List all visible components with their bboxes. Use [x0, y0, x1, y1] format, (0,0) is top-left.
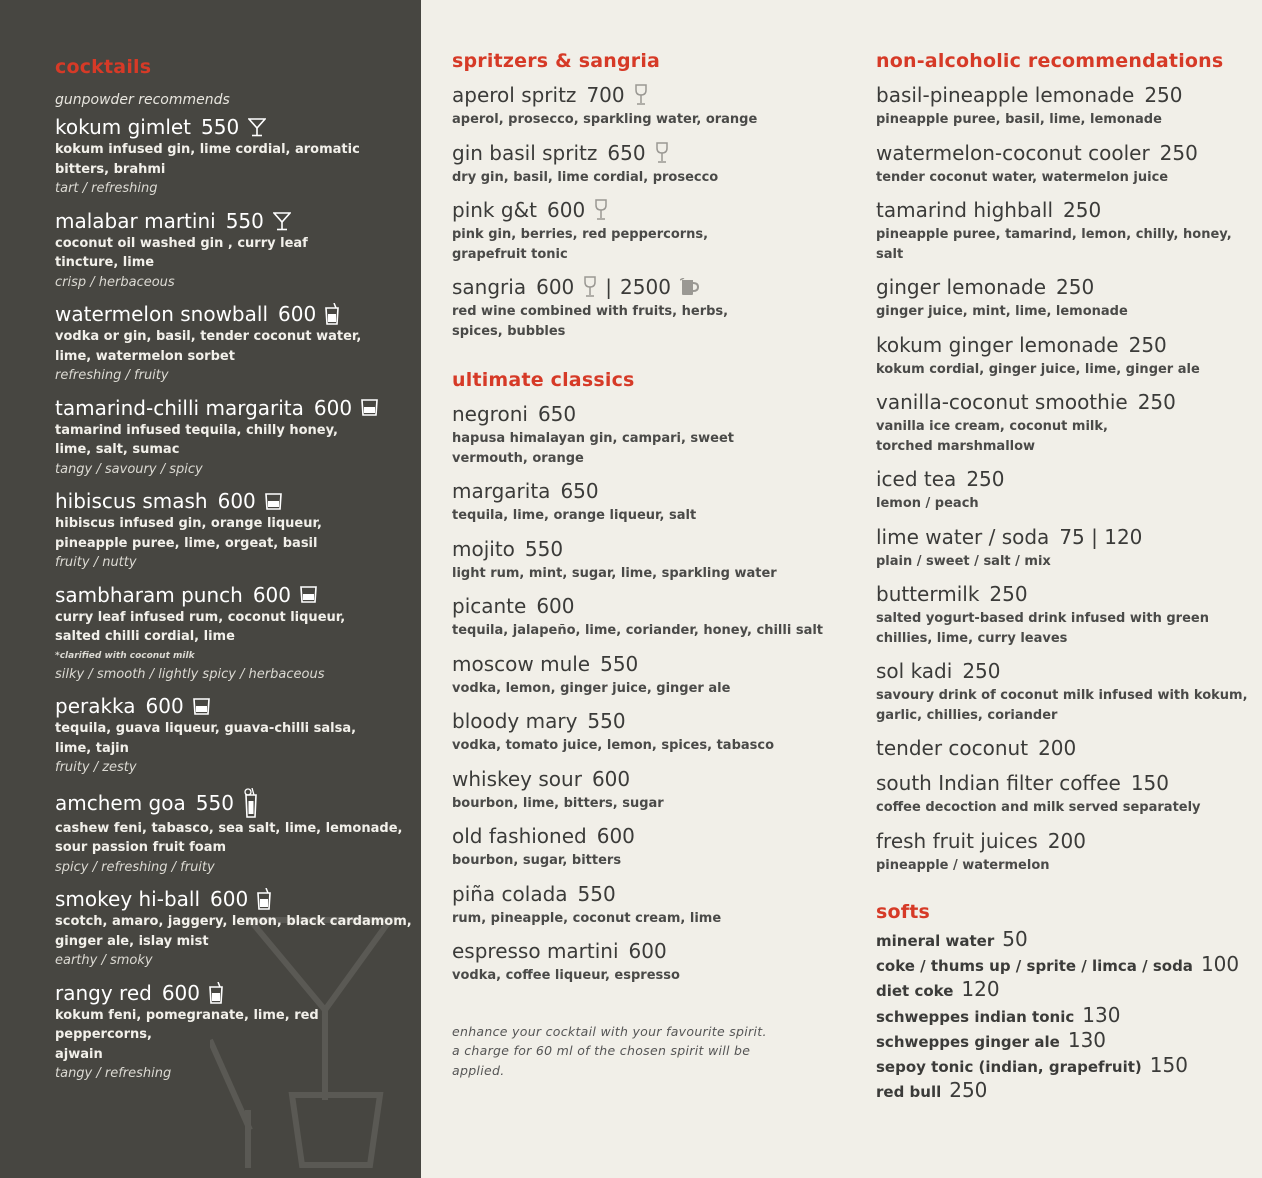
item-price: 250 — [1144, 83, 1183, 107]
item-price: 200 — [1038, 736, 1077, 760]
item-name: perakka — [55, 694, 136, 718]
item-price: 650 — [537, 402, 577, 426]
item-price: 550 — [600, 651, 639, 676]
item-price: 600 — [278, 302, 317, 326]
item-name: iced tea — [876, 467, 957, 491]
item-description: coffee decoction and milk served separately — [876, 800, 1201, 815]
item-tags: tangy / savoury / spicy — [55, 461, 203, 477]
item-price: 150 — [1130, 771, 1170, 795]
item-description: bourbon, sugar, bitters — [452, 853, 622, 868]
item-tags: earthy / smoky — [55, 953, 153, 968]
item-name: picante — [452, 594, 527, 618]
soft-drink-price: 130 — [1067, 1027, 1107, 1052]
item-price: 550 — [195, 790, 234, 815]
item-tags: crisp / herbaceous — [55, 274, 175, 290]
item-description: pineapple / watermelon — [876, 857, 1050, 873]
classics-heading: ultimate classics — [452, 369, 635, 391]
item-price: 700 — [586, 83, 625, 107]
item-description: lemon / peach — [876, 496, 979, 511]
item-description: red wine combined with fruits, herbs, — [452, 304, 729, 319]
item-description: tamarind infused tequila, chilly honey, — [55, 422, 338, 438]
item-name: sangria — [452, 275, 527, 299]
item-title-row — [452, 939, 852, 963]
soft-drink-price: 50 — [1002, 927, 1028, 951]
item-description: kokum infused gin, lime cordial, aromatic — [55, 142, 360, 157]
item-price: 600 — [252, 582, 292, 607]
item-price: 600 — [547, 198, 586, 222]
soft-drink-name: schweppes ginger ale — [876, 1032, 1060, 1051]
classic-item — [452, 479, 852, 526]
wine-glass-icon — [594, 199, 608, 221]
item-description: curry leaf infused rum, coconut liqueur, — [55, 609, 346, 625]
soft-drink-row — [876, 1028, 1256, 1053]
item-price: 600 — [217, 489, 256, 513]
item-name: gin basil spritz — [452, 140, 598, 165]
item-title-row — [452, 709, 852, 733]
item-description: grapefruit tonic — [452, 246, 568, 262]
non-alcoholic-item — [876, 659, 1256, 725]
soft-drink-name: red bull — [876, 1083, 942, 1102]
item-description: tender coconut water, watermelon juice — [876, 169, 1169, 185]
item-description: ajwain — [55, 1046, 103, 1062]
item-title-row — [452, 83, 852, 107]
item-title-row — [876, 390, 1256, 414]
item-description: plain / sweet / salt / mix — [876, 553, 1051, 569]
item-title-row — [452, 594, 852, 618]
item-description: vodka, coffee liqueur, espresso — [452, 968, 680, 983]
spritzer-list — [452, 83, 852, 341]
item-price: 250 — [1063, 198, 1102, 222]
item-title-row — [876, 83, 1256, 107]
item-title-row — [876, 582, 1256, 606]
item-name: watermelon snowball — [55, 302, 268, 326]
footnote-line: enhance your cocktail with your favourite spirit. — [452, 1023, 767, 1039]
item-title-row — [452, 824, 852, 848]
item-title-row — [452, 402, 852, 426]
item-title-row — [452, 652, 852, 676]
item-description: vermouth, orange — [452, 450, 584, 466]
cocktail-item — [55, 396, 415, 480]
soft-drink-price: 150 — [1149, 1052, 1188, 1077]
price-separator: | — [605, 275, 613, 299]
classic-item — [452, 537, 852, 584]
item-description: spices, bubbles — [452, 323, 566, 339]
item-title-row — [876, 141, 1256, 165]
softs-heading: softs — [876, 901, 931, 923]
non-alcoholic-list — [876, 83, 1256, 875]
item-title-row — [55, 489, 415, 513]
item-description: kokum cordial, ginger juice, lime, ginger ale — [876, 361, 1200, 377]
item-description: tequila, lime, orange liqueur, salt — [452, 508, 697, 523]
item-tags: fruity / zesty — [55, 760, 137, 775]
item-price: 600 — [536, 594, 575, 618]
item-name: rangy red — [55, 980, 152, 1005]
soft-drink-name: mineral water — [876, 932, 995, 950]
item-title-row — [876, 467, 1256, 491]
item-price: 250 — [966, 467, 1005, 491]
item-name: smokey hi-ball — [55, 887, 201, 911]
item-description: ginger ale, islay mist — [55, 933, 209, 949]
middle-column — [452, 50, 852, 1080]
item-price: 550 — [577, 881, 616, 906]
item-tags: tangy / refreshing — [55, 1066, 172, 1081]
item-title-row — [55, 788, 415, 818]
soft-drink-row — [876, 1078, 1256, 1103]
non-alcoholic-item — [876, 141, 1256, 188]
soft-drink-row — [876, 977, 1256, 1002]
soft-drink-row — [876, 952, 1256, 977]
softs-list — [876, 927, 1256, 1103]
item-price-pitcher: 2500 — [620, 275, 671, 299]
wine-glass-icon — [583, 276, 597, 298]
item-description: dry gin, basil, lime cordial, prosecco — [452, 169, 719, 185]
item-tags: silky / smooth / lightly spicy / herbaceous — [55, 666, 325, 682]
classic-item — [452, 594, 852, 641]
non-alcoholic-item — [876, 582, 1256, 648]
spritzer-item — [452, 83, 852, 130]
item-description: vanilla ice cream, coconut milk, — [876, 419, 1108, 434]
soft-drink-price: 250 — [949, 1078, 988, 1103]
item-name: ginger lemonade — [876, 275, 1047, 299]
item-tags: tart / refreshing — [55, 181, 158, 196]
item-name: espresso martini — [452, 939, 619, 963]
item-name: south Indian filter coffee — [876, 771, 1121, 795]
item-name: piña colada — [452, 881, 568, 906]
item-name: tamarind-chilli margarita — [55, 395, 304, 420]
item-price: 250 — [962, 659, 1001, 683]
item-description: sour passion fruit foam — [55, 840, 227, 855]
item-price: 550 — [587, 709, 626, 733]
item-name: moscow mule — [452, 651, 591, 676]
item-price: 250 — [1159, 140, 1198, 165]
non-alcoholic-item — [876, 829, 1256, 876]
non-alcoholic-item — [876, 525, 1256, 572]
classic-item — [452, 402, 852, 468]
item-title-row — [452, 479, 852, 503]
rocks-glass-icon — [193, 698, 210, 715]
item-name: sol kadi — [876, 659, 953, 683]
non-alcoholic-item — [876, 275, 1256, 322]
footnote-line: applied. — [452, 1062, 505, 1078]
item-name: sambharam punch — [55, 582, 243, 607]
non-alcoholic-item — [876, 736, 1256, 760]
rocks-glass-icon — [265, 493, 282, 510]
item-description: vodka or gin, basil, tender coconut water, — [55, 329, 362, 344]
item-price: 600 — [596, 824, 635, 848]
cocktail-item — [55, 489, 415, 573]
item-title-row — [452, 198, 852, 222]
item-description: pineapple puree, tamarind, lemon, chilly, honey, salt — [876, 227, 1232, 262]
item-title-row — [55, 115, 415, 139]
cocktail-item — [55, 887, 415, 971]
item-name: pink g&t — [452, 198, 537, 222]
item-tags: fruity / nutty — [55, 555, 137, 570]
item-description: lime, salt, sumac — [55, 442, 180, 457]
spirit-upgrade-footnote — [452, 1022, 852, 1081]
cocktail-item — [55, 583, 415, 685]
item-name: kokum ginger lemonade — [876, 332, 1119, 357]
footnote-line: a charge for 60 ml of the chosen spirit will be — [452, 1043, 751, 1058]
cocktails-subtitle: gunpowder recommends — [55, 92, 230, 108]
soft-drink-row — [876, 1053, 1256, 1078]
spritzers-heading: spritzers & sangria — [452, 50, 661, 72]
item-name: watermelon-coconut cooler — [876, 140, 1150, 165]
item-title-row — [452, 767, 852, 791]
soft-drink-name: diet coke — [876, 982, 954, 1001]
item-name: aperol spritz — [452, 83, 577, 107]
wine-glass-icon — [655, 142, 669, 164]
item-description: aperol, prosecco, sparkling water, orange — [452, 112, 758, 127]
rocks-glass-icon — [300, 586, 317, 603]
item-title-row — [876, 198, 1256, 222]
collins-glass-icon — [243, 788, 259, 818]
item-price: 600 — [145, 694, 184, 718]
non-alcoholic-item — [876, 467, 1256, 514]
classic-item — [452, 709, 852, 756]
item-name: basil-pineapple lemonade — [876, 83, 1135, 107]
item-title-row — [876, 333, 1256, 357]
item-title-row — [876, 659, 1256, 683]
item-price: 550 — [524, 536, 564, 561]
cocktail-item — [55, 981, 415, 1084]
cocktail-item — [55, 115, 415, 199]
wine-glass-icon — [634, 84, 648, 106]
right-column — [876, 50, 1256, 1103]
item-description: hibiscus infused gin, orange liqueur, — [55, 516, 322, 531]
cocktails-heading: cocktails — [55, 56, 152, 78]
item-description: lime, watermelon sorbet — [55, 348, 235, 364]
soft-drink-row — [876, 1003, 1256, 1028]
item-description: torched marshmallow — [876, 438, 1036, 454]
item-price: 600 — [161, 980, 201, 1005]
item-price: 250 — [989, 582, 1028, 606]
item-title-row — [55, 209, 415, 233]
item-title-row — [876, 275, 1256, 299]
cocktail-item — [55, 694, 415, 778]
item-description: pineapple puree, lime, orgeat, basil — [55, 535, 318, 551]
item-description: pink gin, berries, red peppercorns, — [452, 227, 709, 242]
cocktail-item — [55, 788, 415, 878]
item-price: 550 — [201, 115, 240, 139]
item-title-row — [55, 887, 415, 911]
item-name: lime water / soda — [876, 524, 1050, 549]
item-price: 650 — [560, 479, 599, 503]
item-price: 600 — [313, 395, 353, 420]
item-description: light rum, mint, sugar, lime, sparkling water — [452, 565, 777, 581]
item-name: bloody mary — [452, 709, 578, 733]
item-name: kokum gimlet — [55, 115, 192, 139]
spritzer-item — [452, 141, 852, 188]
item-description: tequila, jalapeño, lime, coriander, honey, chilli salt — [452, 623, 824, 638]
item-name: malabar martini — [55, 208, 216, 233]
non-alcoholic-item — [876, 198, 1256, 264]
rocks-glass-icon — [361, 399, 378, 416]
item-description: tequila, guava liqueur, guava-chilli salsa, — [55, 721, 357, 736]
classic-item — [452, 652, 852, 699]
item-description: savoury drink of coconut milk infused with kokum, — [876, 688, 1248, 703]
item-tags: refreshing / fruity — [55, 368, 169, 383]
non-alcoholic-heading: non-alcoholic recommendations — [876, 50, 1224, 72]
item-name: buttermilk — [876, 582, 980, 606]
soft-drink-price: 130 — [1082, 1002, 1121, 1027]
item-description: salted chilli cordial, lime — [55, 629, 235, 644]
soft-drink-price: 100 — [1200, 952, 1240, 977]
item-name: vanilla-coconut smoothie — [876, 390, 1128, 414]
item-description: ginger juice, mint, lime, lemonade — [876, 304, 1128, 319]
soft-drink-price: 120 — [961, 977, 1000, 1002]
highball-glass-icon — [257, 888, 271, 910]
highball-glass-icon — [209, 982, 223, 1004]
item-name: tender coconut — [876, 736, 1029, 760]
item-name: mojito — [452, 536, 515, 561]
item-title-row — [876, 736, 1256, 760]
item-name: amchem goa — [55, 790, 186, 815]
martini-glass-icon — [273, 211, 291, 231]
highball-glass-icon — [325, 303, 339, 325]
martini-glass-icon — [248, 117, 266, 137]
item-name: hibiscus smash — [55, 489, 208, 513]
item-title-row — [452, 141, 852, 165]
classics-list — [452, 402, 852, 986]
pitcher-icon — [680, 278, 700, 296]
item-title-row — [452, 537, 852, 561]
item-name: old fashioned — [452, 824, 587, 848]
item-description: tincture, lime — [55, 255, 155, 270]
item-name: margarita — [452, 479, 551, 503]
item-description: chillies, lime, curry leaves — [876, 630, 1068, 646]
item-price: 250 — [1137, 390, 1176, 414]
item-tags: spicy / refreshing / fruity — [55, 859, 215, 875]
item-price: 250 — [1056, 275, 1095, 299]
item-description: coconut oil washed gin , curry leaf — [55, 235, 308, 251]
item-price: 200 — [1047, 828, 1086, 853]
item-description: rum, pineapple, coconut cream, lime — [452, 910, 722, 926]
item-description: bitters, brahmi — [55, 161, 166, 177]
non-alcoholic-item — [876, 390, 1256, 456]
spritzer-item — [452, 198, 852, 264]
item-price: 250 — [1128, 332, 1167, 357]
item-description: scotch, amaro, jaggery, lemon, black cardamom, — [55, 914, 412, 929]
non-alcoholic-item — [876, 333, 1256, 380]
item-description: salted yogurt-based drink infused with green — [876, 611, 1209, 626]
item-title-row — [55, 694, 415, 718]
item-description: vodka, lemon, ginger juice, ginger ale — [452, 680, 731, 696]
item-description: hapusa himalayan gin, campari, sweet — [452, 431, 735, 446]
non-alcoholic-item — [876, 83, 1256, 130]
soft-drink-name: coke / thums up / sprite / limca / soda — [876, 957, 1193, 976]
spritzer-item — [452, 275, 852, 341]
item-description: cashew feni, tabasco, sea salt, lime, lemonade, — [55, 820, 403, 836]
item-price: 600 — [591, 766, 631, 791]
item-description: kokum feni, pomegranate, lime, red peppercorns, — [55, 1007, 319, 1042]
cocktails-panel — [0, 0, 421, 1178]
item-title-row — [876, 771, 1256, 795]
item-price: 75 | 120 — [1059, 524, 1143, 549]
item-price: 550 — [225, 208, 264, 233]
classic-item — [452, 882, 852, 929]
soft-drink-name: sepoy tonic (indian, grapefruit) — [876, 1057, 1142, 1076]
item-price: 600 — [210, 887, 249, 911]
soft-drink-row — [876, 927, 1256, 952]
item-title-row — [876, 525, 1256, 549]
item-description: vodka, tomato juice, lemon, spices, tabasco — [452, 738, 775, 753]
item-title-row — [55, 396, 415, 420]
item-price: 650 — [607, 140, 646, 165]
item-name: fresh fruit juices — [876, 828, 1038, 853]
item-description: bourbon, lime, bitters, sugar — [452, 795, 664, 811]
item-price: 600 — [628, 939, 667, 963]
item-title-row — [876, 829, 1256, 853]
item-name: tamarind highball — [876, 198, 1054, 222]
item-title-row — [55, 302, 415, 326]
classic-item — [452, 767, 852, 814]
item-price: 600 — [536, 275, 575, 299]
classic-item — [452, 939, 852, 986]
item-title-row — [55, 583, 415, 607]
item-description: pineapple puree, basil, lime, lemonade — [876, 112, 1162, 127]
item-note: *clarified with coconut milk — [55, 650, 195, 661]
classic-item — [452, 824, 852, 871]
cocktail-list — [55, 115, 415, 1084]
item-title-row — [452, 275, 852, 299]
item-description: lime, tajin — [55, 740, 129, 756]
soft-drink-name: schweppes indian tonic — [876, 1007, 1075, 1026]
item-title-row — [55, 981, 415, 1005]
item-description: garlic, chillies, coriander — [876, 707, 1058, 723]
item-name: whiskey sour — [452, 766, 582, 791]
cocktail-item — [55, 302, 415, 386]
non-alcoholic-item — [876, 771, 1256, 818]
item-name: negroni — [452, 402, 528, 426]
item-title-row — [452, 882, 852, 906]
cocktail-item — [55, 209, 415, 293]
